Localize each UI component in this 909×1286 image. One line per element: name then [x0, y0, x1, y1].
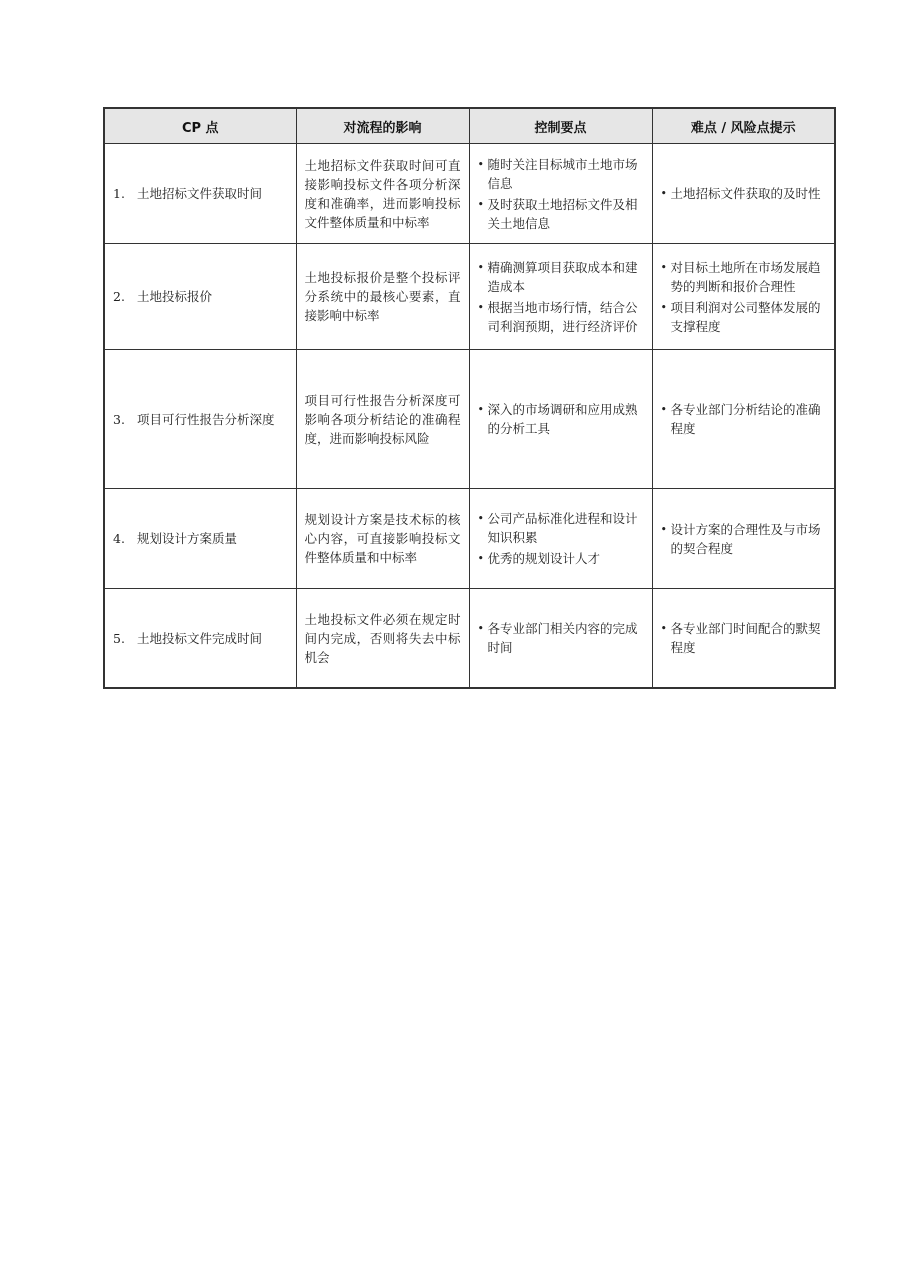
cp-label: 土地投标文件完成时间: [137, 630, 263, 646]
control-item: • 根据当地市场行情，结合公司利润预期，进行经济评价: [478, 298, 644, 336]
cp-cell: [104, 244, 296, 350]
impact-cell: 土地招标文件获取时间可直接影响投标文件各项分析深度和准确率，进而影响投标文件整体质量和中标率: [296, 144, 469, 244]
controls-cell: [469, 350, 652, 489]
cp-number: 3.: [113, 411, 125, 427]
header-risks: 难点 / 风险点提示: [652, 108, 835, 144]
control-item: • 随时关注目标城市土地市场信息: [478, 155, 644, 193]
risk-item: • 设计方案的合理性及与市场的契合程度: [661, 520, 827, 558]
cp-table: [103, 107, 836, 689]
table-row: [104, 350, 835, 489]
impact-cell: 项目可行性报告分析深度可影响各项分析结论的准确程度，进而影响投标风险: [296, 350, 469, 489]
header-impact: 对流程的影响: [296, 108, 469, 144]
control-item: • 深入的市场调研和应用成熟的分析工具: [478, 400, 644, 438]
impact-cell: 规划设计方案是技术标的核心内容，可直接影响投标文件整体质量和中标率: [296, 489, 469, 589]
risk-item: • 土地招标文件获取的及时性: [661, 184, 827, 203]
risks-cell: [652, 144, 835, 244]
controls-cell: [469, 489, 652, 589]
risks-cell: [652, 489, 835, 589]
control-item: • 及时获取土地招标文件及相关土地信息: [478, 195, 644, 233]
cp-label: 规划设计方案质量: [137, 531, 238, 546]
table-row: [104, 144, 835, 244]
cp-number: 5.: [113, 630, 125, 646]
impact-cell: 土地投标文件必须在规定时间内完成，否则将失去中标机会: [296, 589, 469, 689]
risk-item: • 对目标土地所在市场发展趋势的判断和报价合理性: [661, 258, 827, 296]
cp-cell: [104, 144, 296, 244]
cp-number: 4.: [113, 531, 125, 546]
risk-item: • 各专业部门时间配合的默契程度: [661, 619, 827, 657]
risks-cell: [652, 244, 835, 350]
controls-cell: [469, 144, 652, 244]
table-row: [104, 489, 835, 589]
risk-item: • 各专业部门分析结论的准确程度: [661, 400, 827, 438]
table-row: [104, 589, 835, 689]
cp-number: 1.: [113, 186, 125, 201]
risk-item: • 项目利润对公司整体发展的支撑程度: [661, 298, 827, 336]
control-item: • 公司产品标准化进程和设计知识积累: [478, 509, 644, 547]
cp-cell: [104, 489, 296, 589]
header-row: [104, 108, 835, 144]
controls-cell: [469, 589, 652, 689]
risks-cell: [652, 589, 835, 689]
table-row: [104, 244, 835, 350]
cp-label: 土地招标文件获取时间: [137, 186, 263, 201]
controls-cell: [469, 244, 652, 350]
control-item: • 精确测算项目获取成本和建造成本: [478, 258, 644, 296]
impact-cell: 土地投标报价是整个投标评分系统中的最核心要素，直接影响中标率: [296, 244, 469, 350]
control-item: • 各专业部门相关内容的完成时间: [478, 619, 644, 657]
cp-cell: [104, 350, 296, 489]
risks-cell: [652, 350, 835, 489]
cp-cell: [104, 589, 296, 689]
control-item: • 优秀的规划设计人才: [478, 549, 644, 568]
header-controls: 控制要点: [469, 108, 652, 144]
cp-number: 2.: [113, 289, 125, 304]
cp-label: 土地投标报价: [137, 289, 213, 304]
cp-label: 项目可行性报告分析深度: [137, 411, 275, 427]
header-cp: CP 点: [104, 108, 296, 144]
